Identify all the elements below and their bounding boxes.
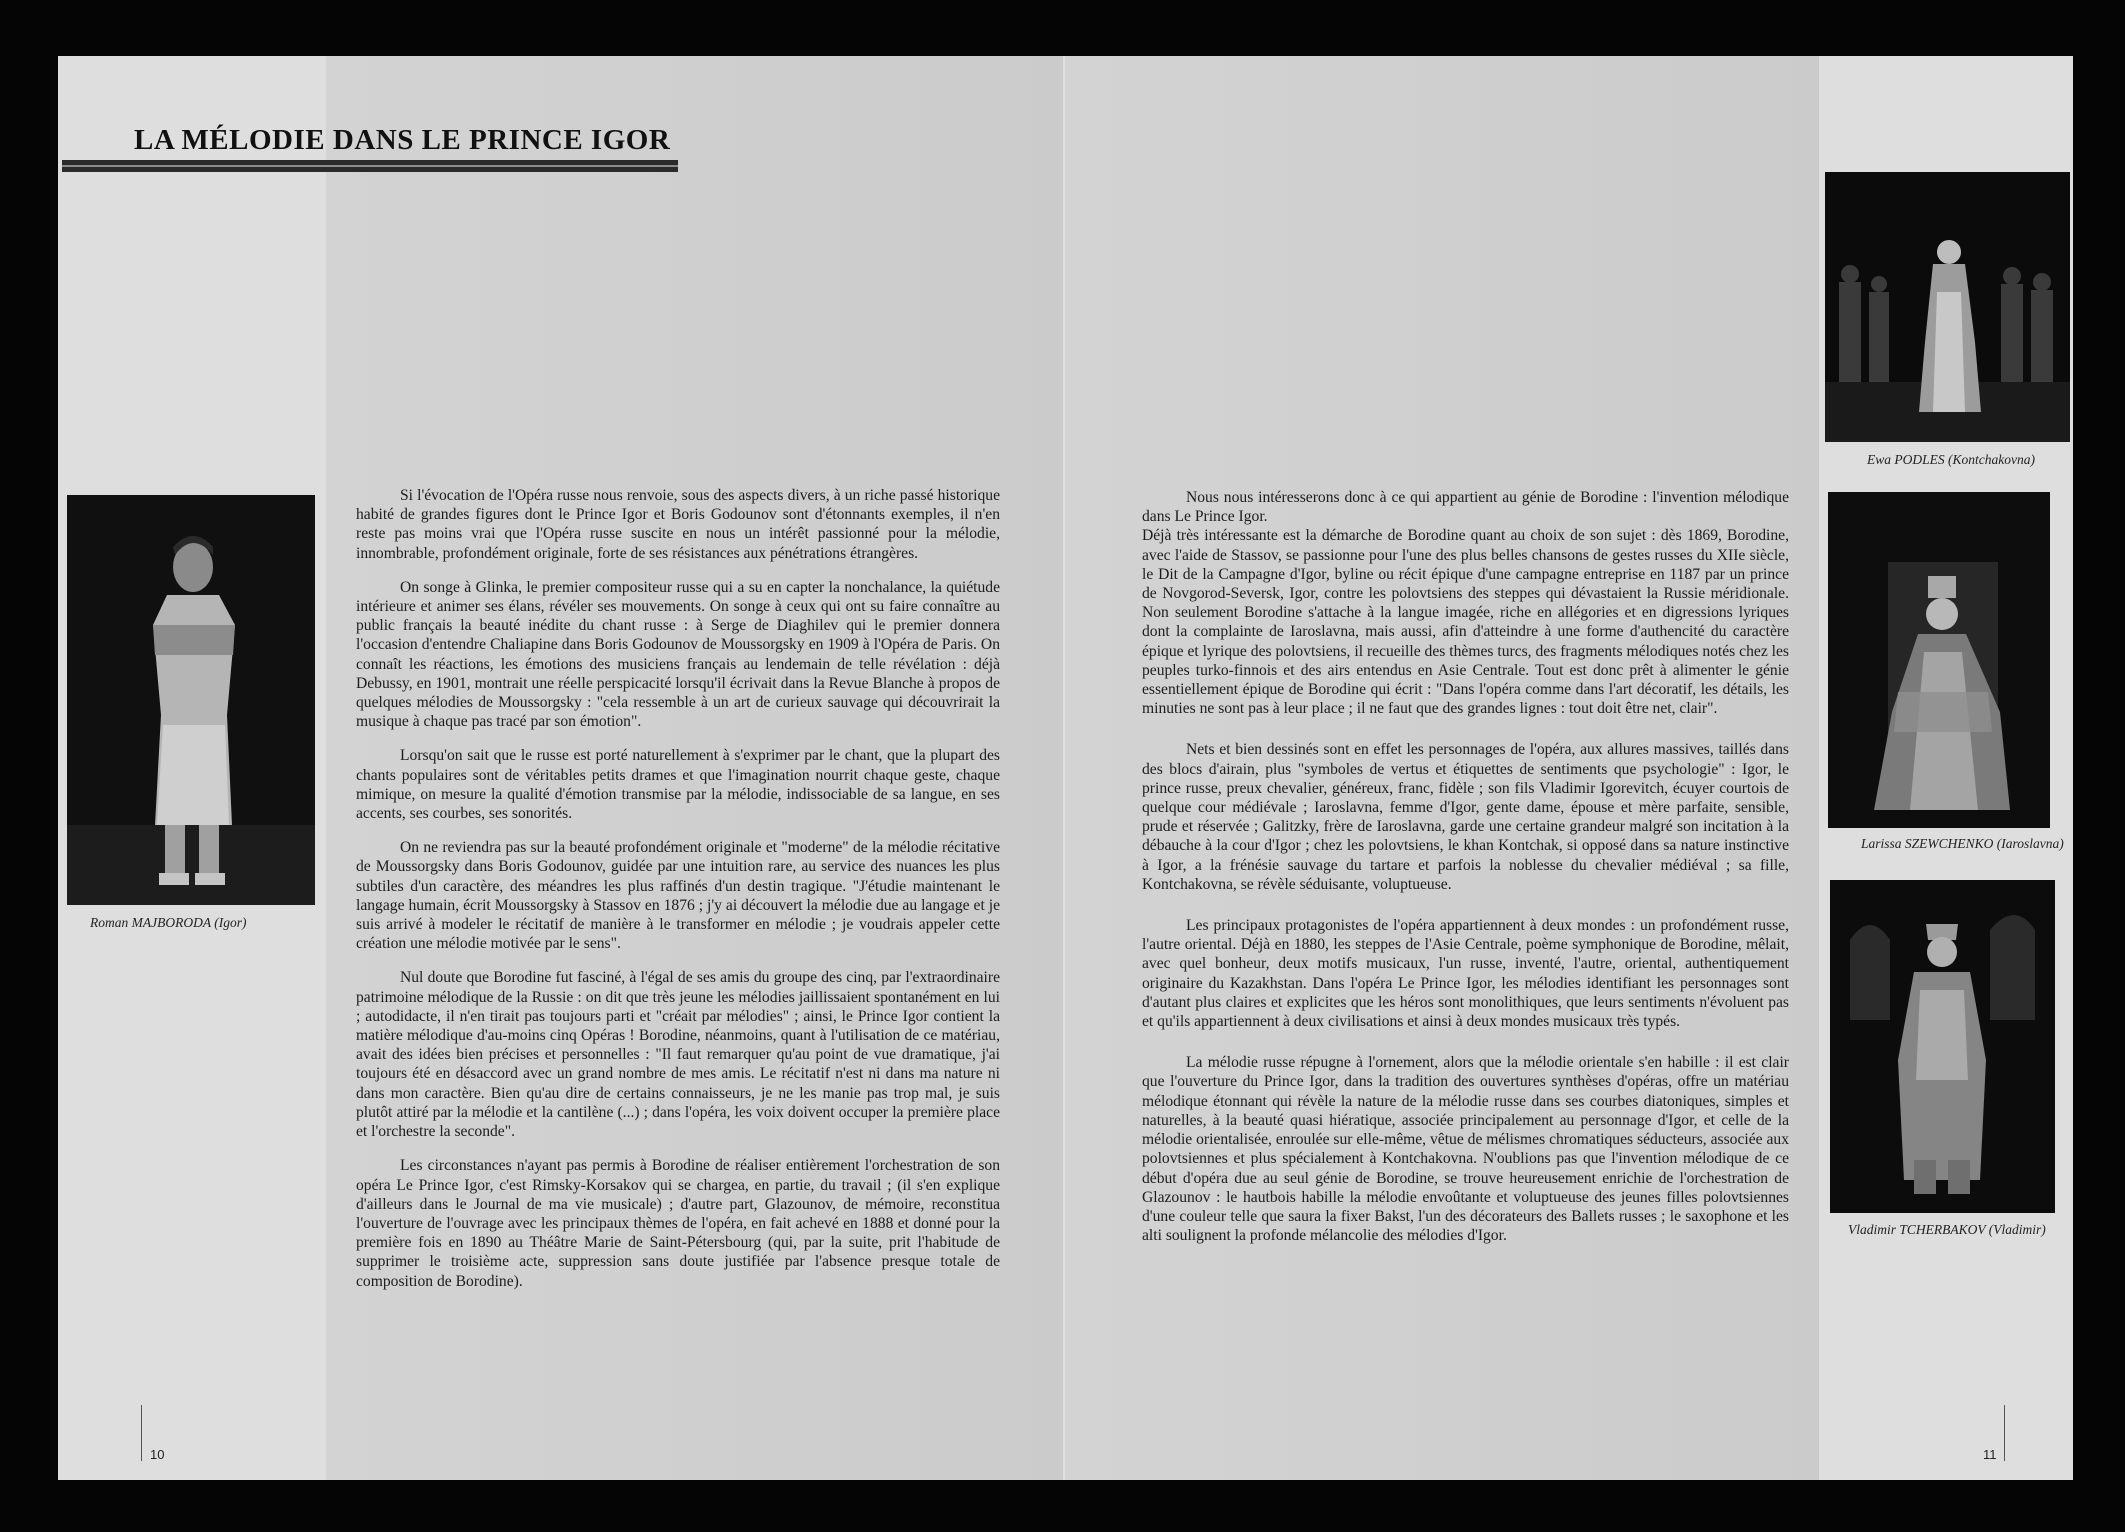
left-paragraph: On ne reviendra pas sur la beauté profondément originale et "moderne" de la mélodie récitative de Moussorgsky dans Boris Godounov, guidée par une intuition rare, au service des nuances les plus subtiles d'un caractère, des méandres les plus raffinés d'un destin tragique. "J'étudie maintenant le langage humain, écrit Moussorgsky à Stassov en 1876 ; j'y ai découvert la mélodie due au langage et je suis arrivé à modeler le récitatif de manière à le transformer en mélodie ; je voudrais appeler cette création une mélodie motivée par le sens". bbox=[356, 839, 1000, 953]
left-paragraph: Nul doute que Borodine fut fasciné, à l'égal de ses amis du groupe des cinq, par l'extraordinaire patrimoine mélodique de la Russie : on dit que très jeune les mélodies jaillissaient spontanément en lui ; autodidacte, il n'en tirait pas toujours parti et "créait par mélodies" ; ainsi, le Prince Igor contient la matière mélodique d'au-moins cinq Opéras ! Borodine, néanmoins, quant à l'utilisation de ce matériau, avait des idées bien précises et personnelles : "Il faut remarquer qu'au point de vue dramatique, j'ai toujours été en désaccord avec un grand nombre de mes amis. Le récitatif n'est ni dans ma nature ni dans mon caractère. Bien qu'au dire de certains connaisseurs, je ne les manie pas trop mal, je suis plutôt attiré par la mélodie et la cantilène (...) ; dans l'opéra, les voix doivent occuper la première place et l'orchestre la seconde". bbox=[356, 969, 1000, 1141]
page-number-left: 10 bbox=[150, 1447, 165, 1462]
photo-igor bbox=[67, 495, 315, 905]
title-underline bbox=[62, 160, 678, 172]
page-number-rule-left bbox=[141, 1405, 142, 1461]
right-paragraph: Nous nous intéresserons donc à ce qui appartient au génie de Borodine : l'invention mélodique dans Le Prince Igor. bbox=[1142, 489, 1789, 526]
page-number-rule-right bbox=[2004, 1405, 2005, 1461]
page-number-right: 11 bbox=[1983, 1447, 1997, 1462]
photo-igor-image bbox=[67, 495, 315, 905]
photo-iaroslavna bbox=[1828, 492, 2050, 828]
right-paragraph: La mélodie russe répugne à l'ornement, alors que la mélodie orientale s'en habille : il est clair que l'ouverture du Prince Igor, dans la tradition des ouvertures synthèses d'opéras, offre un matériau mélodique étonnant qui révèle la nature de la mélodie russe dans ses courbes diatoniques, simples et naturelles, à la beauté quasi hiératique, associée principalement au personnage d'Igor, et celle de la mélodie orientalisée, enroulée sur elle-même, vêtue de mélismes chromatiques séducteurs, associée aux polovtsiennes et plus spécialement à Kontchakovna. N'oublions pas que l'invention mélodique de ce début d'opéra due au seul génie de Borodine, se trouve heureusement enrichie de l'orchestration de Glazounov : le hautbois habille la mélodie envoûtante et voluptueuse des jeunes filles polovtsiennes d'une couleur telle que saura la fixer Bakst, l'un des décorateurs des Ballets russes ; le saxophone et les alti soulignent la profonde mélancolie des mélodies d'Igor. bbox=[1142, 1054, 1789, 1245]
photo-vladimir-caption: Vladimir TCHERBAKOV (Vladimir) bbox=[1848, 1222, 2046, 1237]
right-article-text bbox=[1142, 488, 1789, 1260]
left-paragraph: Lorsqu'on sait que le russe est porté naturellement à s'exprimer par le chant, que la plupart des chants populaires sont de véritables petits drames et que l'imagination nourrit chaque geste, chaque mimique, on mesure la qualité d'émotion transmise par la mélodie, indissociable de sa langue, en ses accents, ses courbes, ses sonorités. bbox=[356, 747, 1000, 823]
photo-iaroslavna-caption: Larissa SZEWCHENKO (Iaroslavna) bbox=[1861, 836, 2064, 851]
photo-vladimir bbox=[1830, 880, 2055, 1213]
right-paragraph: Nets et bien dessinés sont en effet les personnages de l'opéra, aux allures massives, taillés dans des blocs d'airain, plus "symboles de vertus et étiquettes de sentiments que psychologie" : Igor, le prince russe, preux chevalier, généreux, franc, fidèle ; son fils Vladimir Igorevitch, écuyer courtois de quelque cour médiévale ; Iaroslavna, femme d'Igor, gente dame, épouse et mère parfaite, sensible, prude et réservée ; Galitzky, frère de Iaroslavna, garde une certaine grandeur malgré son incitation à la débauche à la cour d'Igor ; chez les polovtsiens, le khan Kontchak, si opposé dans sa nature instinctive à Igor, a la frénésie sauvage du tartare et parfois la noblesse du chevalier médiéval ; sa fille, Kontchakovna, se révèle séduisante, voluptueuse. bbox=[1142, 741, 1789, 893]
left-paragraph: Les circonstances n'ayant pas permis à Borodine de réaliser entièrement l'orchestration de son opéra Le Prince Igor, c'est Rimsky-Korsakov qui se chargea, en partie, du travail ; (il s'en explique d'ailleurs dans le Journal de ma vie musicale) ; d'autre part, Glazounov, de mémoire, reconstitua l'ouverture de l'ouvrage avec les principaux thèmes de l'opéra, en fait achevé en 1888 et donné pour la première fois en 1890 au Théâtre Marie de Saint-Pétersbourg (qui, par la suite, prit l'habitude de supprimer le troisième acte, suppression sans doute justifiée par l'absence presque totale de composition de Borodine). bbox=[356, 1157, 1000, 1290]
left-article-text bbox=[356, 486, 1000, 1306]
photo-kontchakovna bbox=[1825, 172, 2070, 442]
photo-vladimir-image bbox=[1830, 880, 2055, 1213]
photo-iaroslavna-image bbox=[1828, 492, 2050, 828]
photo-kontchakovna-image bbox=[1825, 172, 2070, 442]
left-paragraph: Si l'évocation de l'Opéra russe nous renvoie, sous des aspects divers, à un riche passé historique habité de grandes figures dont le Prince Igor et Boris Godounov sont d'étonnants exemples, il n'en reste pas moins vrai que l'Opéra russe suscite en nous un intérêt passionné pour la mélodie, innombrable, profondément originale, forte de ses résistances aux pénétrations étrangères. bbox=[356, 487, 1000, 562]
photo-igor-caption: Roman MAJBORODA (Igor) bbox=[90, 915, 247, 930]
left-paragraph: On songe à Glinka, le premier compositeur russe qui a su en capter la nonchalance, la quiétude intérieure et animer ses élans, révéler ses mouvements. On songe à ceux qui ont su faire connaître au public français la beauté inédite du chant russe : à Serge de Diaghilev qui le premier donnera l'occasion d'entendre Chaliapine dans Boris Godounov de Moussorgsky en 1909 à l'Opéra de Paris. On connaît les réactions, les émotions des musiciens français au lendemain de telle révélation : déjà Debussy, en 1901, montrait une réelle perspicacité lorsqu'il écrivait dans la Revue Blanche à propos de quelques mélodies de Moussorgsky : "cela ressemble à un art de curieux sauvage qui découvrirait la musique à chaque pas tracé par son émotion". bbox=[356, 578, 1000, 731]
page-title: LA MÉLODIE DANS LE PRINCE IGOR bbox=[134, 124, 671, 156]
right-paragraph: Déjà très intéressante est la démarche de Borodine quant au choix de son sujet : dès 1869, Borodine, avec l'aide de Stassov, se passionne pour l'une des plus belles chansons de gestes russes du XIIe siècle, le Dit de la Campagne d'Igor, byline ou récit épique d'une campagne entreprise en 1187 par un prince de Novgorod-Seversk, Igor, contre les polovtsiens des steppes qui dévastaient la Russie méridionale. Non seulement Borodine s'attache à la langue imagée, riche en allégories et en digressions lyriques dont la complainte de Iaroslavna, mais aussi, afin d'atteindre à une forme d'authencité du caractère épique et lyrique des polovtsiens, il recueille des thèmes turcs, des fragments mélodiques notés chez les peuples turko-finnois et des airs entendus en Asie Centrale. Tout est donc prêt à alimenter le génie essentiellement épique de Borodine qui écrit : "Dans l'opéra comme dans l'art décoratif, les détails, les minuties ne sont pas à leur place ; il ne faut que des grandes lignes : tout doit être net, clair". bbox=[1142, 527, 1789, 718]
right-paragraph: Les principaux protagonistes de l'opéra appartiennent à deux mondes : un profondément russe, l'autre oriental. Déjà en 1880, les steppes de l'Asie Centrale, poème symphonique de Borodine, mêlait, avec quel bonheur, deux motifs musicaux, l'un russe, inventé, l'autre, oriental, authentiquement originaire du Kazakhstan. Dans l'opéra Le Prince Igor, les mélodies identifiant les personnages sont d'autant plus claires et explicites que les héros sont monolithiques, que leurs sentiments n'évoluent pas et qu'ils appartiennent à deux civilisations et ainsi à deux mondes musicaux très typés. bbox=[1142, 917, 1789, 1031]
photo-kontchakovna-caption: Ewa PODLES (Kontchakovna) bbox=[1867, 452, 2035, 467]
